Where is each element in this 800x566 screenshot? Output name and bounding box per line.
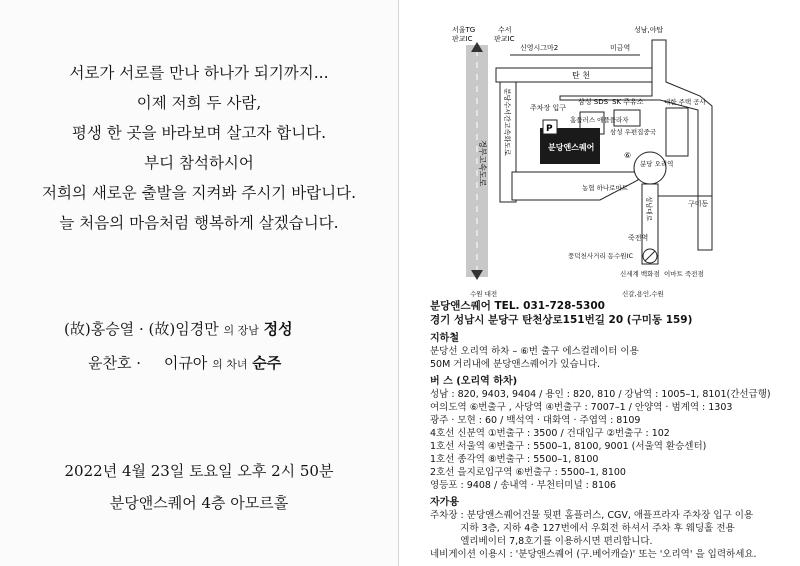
pangyo-ic-label: 판교IC (452, 35, 473, 43)
venue-label: 분당앤스퀘어 (548, 143, 595, 152)
parking-p-label: P (546, 124, 553, 134)
bus-line: 성남 : 820, 9403, 9404 / 용인 : 820, 810 / 강남역 : 1005–1, 8101(간선급행) (430, 389, 771, 400)
groom-relation: 의 장남 (223, 324, 259, 337)
daehan-label: 대한 주택 공사 (664, 98, 706, 106)
sinyeong-label: 신영시그마2 (520, 44, 559, 52)
bus-heading: 버 스 (오리역 하차) (430, 376, 518, 387)
pangyo-ic2-label: 판교IC (494, 35, 515, 43)
groom-name: 정성 (263, 320, 293, 338)
wedding-venue: 분당앤스퀘어 4층 아모르홀 (109, 494, 289, 512)
seongnam-yatap-label: 성남,야탑 (634, 26, 664, 34)
samsung-woori-label: 삼성 우편집중국 (610, 128, 657, 136)
ori-station-label: 분당 오리역 (640, 160, 674, 168)
suwon-label: 수원 대전 (470, 290, 498, 298)
tancheon-label: 탄 천 (572, 71, 590, 80)
bride-name: 순주 (252, 354, 282, 372)
parking-entrance-label: 주차장 입구 (530, 104, 567, 112)
nonghyup-label: 농협 하나로마트 (582, 184, 629, 192)
bride-father: 윤찬호 (88, 354, 132, 372)
exit-number: ⑥ (624, 151, 632, 160)
bundang-suseo-label: 분당수서간고속화도로 (503, 88, 511, 156)
car-line: 주차장 : 분당앤스퀘어건물 뒷편 홈플러스, CGV, 애플프라자 주차장 입구 이용 (430, 510, 754, 521)
subway-line: 50M 거리내에 분당앤스퀘어가 있습니다. (430, 359, 601, 370)
singal-label: 신갈,용인,수원 (622, 290, 664, 298)
gumi-label: 구미동 (688, 200, 709, 208)
seoul-tg-label: 서울TG (452, 26, 476, 34)
ori-station (634, 152, 666, 184)
highway-label: 경부고속도로 (478, 140, 487, 187)
bus-line: 4호선 신분역 ①번출구 : 3500 / 건대입구 ②번출구 : 102 (430, 428, 670, 439)
suseo-label: 수서 (498, 26, 512, 34)
jukjeon-label: 죽전역 (628, 234, 649, 242)
shinsegae-label: 신세계 백화점 (620, 270, 660, 278)
emart-label: 이마트 죽전점 (664, 270, 704, 278)
bus-line: 1호선 서울역 ④번출구 : 5500–1, 8100, 9001 (서울역 환승센터) (430, 441, 707, 452)
greeting-line: 부디 참석하시어 (144, 154, 254, 172)
seongnam-daero-label: 성남대로 (645, 196, 653, 222)
wedding-datetime: 2022년 4월 23일 토요일 오후 2시 50분 (64, 462, 334, 480)
greeting-line: 늘 처음의 마음처럼 행복하게 살겠습니다. (59, 214, 339, 232)
venue-title: 분당앤스퀘어 TEL. 031-728-5300 (430, 300, 605, 312)
groom-father: (故)홍승열 (64, 320, 135, 338)
subway-heading: 지하철 (430, 333, 459, 344)
subway-line: 분당선 오리역 하차 – ⑥번 출구 에스컬레이터 이용 (430, 346, 639, 357)
samsung-sds-label: 삼성 SDS (578, 98, 609, 106)
bus-line: 광주 · 모현 : 60 / 백석역 · 대화역 · 주엽역 : 8109 (430, 415, 641, 426)
greeting-line: 저희의 새로운 출발을 지켜봐 주시기 바랍니다. (41, 184, 357, 202)
greeting-line: 이제 저희 두 사람, (136, 94, 262, 112)
bride-relation: 의 차녀 (212, 358, 248, 371)
car-line: 네비게이션 이용시 : '분당앤스퀘어 (구.베어캐슬)' 또는 '오리역' 을 입력하세요. (430, 549, 757, 560)
bus-line: 1호선 종각역 ⑧번출구 : 5500–1, 8100 (430, 454, 599, 465)
separator-dot: · (136, 354, 142, 372)
car-line: 지하 3층, 지하 4층 127번에서 우회전 하셔서 주차 후 웨딩홀 전용 (430, 523, 735, 534)
pungdeok-label: 풍덕천사거리 동수원IC (568, 252, 634, 260)
groom-mother: (故)임경만 (148, 320, 219, 338)
sk-label: SK 주유소 (612, 98, 644, 106)
bride-mother: 이규아 (163, 354, 208, 372)
bus-line: 여의도역 ⑥번출구 , 사당역 ④번출구 : 7007–1 / 안양역 · 범계역 : 1303 (430, 402, 733, 413)
car-heading: 자가용 (430, 497, 459, 508)
daehan-building (666, 108, 688, 156)
bus-line: 영등포 : 9408 / 송내역 · 부천터미널 : 8106 (430, 480, 617, 491)
homeplus-label: 홈플러스 애플플라자 (570, 116, 629, 124)
greeting-line: 평생 한 곳을 바라보며 살고자 합니다. (71, 124, 327, 142)
car-line: 엘리베이터 7,8호기를 이용하시면 편리합니다. (430, 536, 653, 547)
venue-address: 경기 성남시 분당구 탄천상로151번길 20 (구미동 159) (430, 314, 693, 326)
bus-line: 2호선 을지로입구역 ⑥번출구 : 5500–1, 8100 (430, 467, 626, 478)
migeum-label: 미금역 (610, 44, 631, 52)
greeting-line: 서로가 서로를 만나 하나가 되기까지... (69, 64, 329, 82)
separator-dot: · (138, 320, 144, 338)
